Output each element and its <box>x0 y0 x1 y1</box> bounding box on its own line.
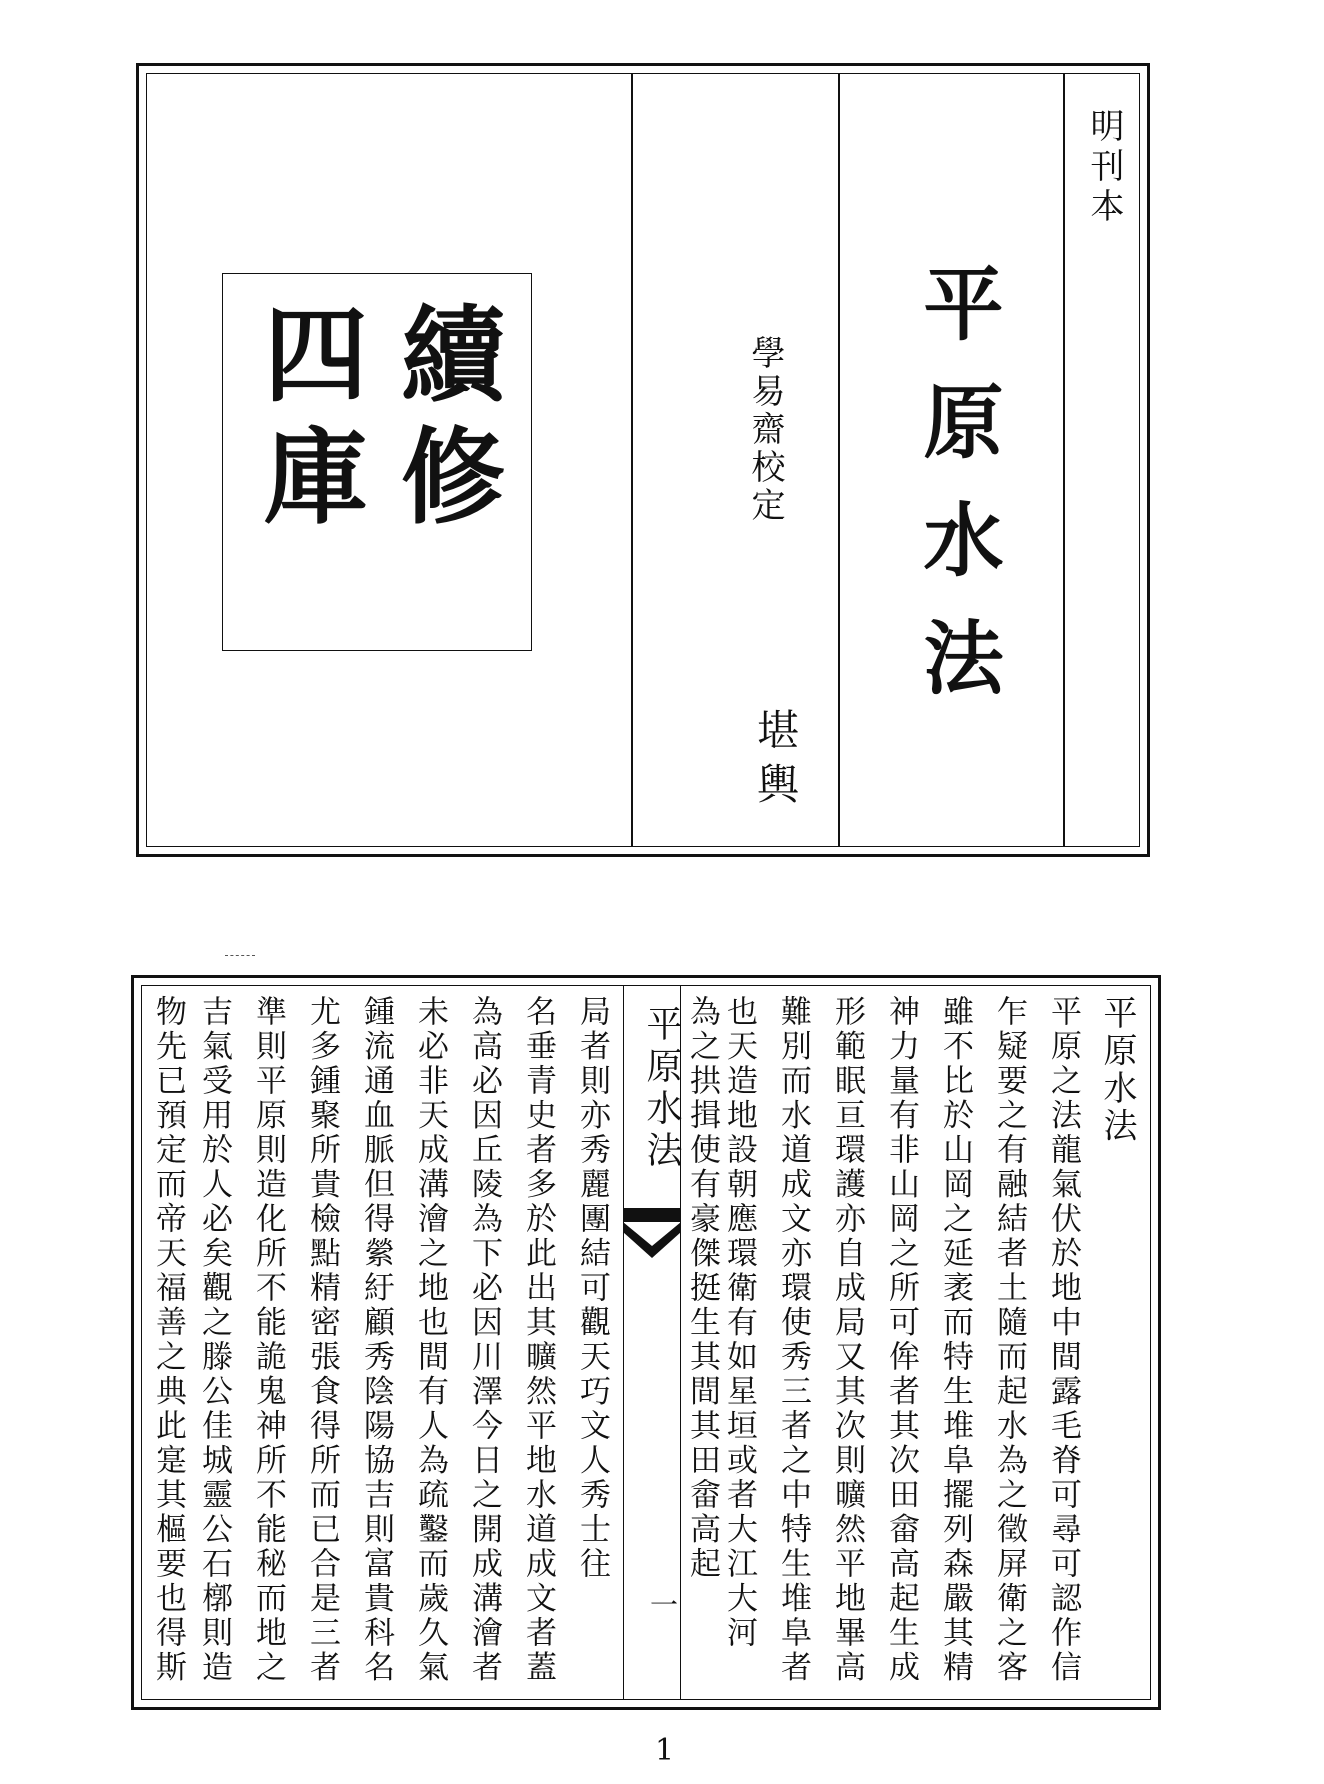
title-page-divider <box>631 73 633 847</box>
page-number: 1 <box>655 1733 675 1768</box>
text-column: 也天造地設朝應環衛有如星垣或者大江大河 <box>721 995 757 1651</box>
text-column: 名垂青史者多於此出其曠然平地水道成文者蓋 <box>520 995 556 1685</box>
text-column: 形範眠亘環護亦自成局又其次則曠然平地畢高 <box>829 995 865 1685</box>
center-column-title: 平原水法 <box>641 1005 682 1173</box>
text-column: 物先已預定而帝天福善之典此寔其樞要也得斯 <box>150 995 186 1685</box>
seal-column-2: 四庫 <box>246 300 369 544</box>
book-title: 平原水法 <box>910 262 1004 734</box>
text-column: 鍾流通血脈但得縈紆顧秀陰陽協吉則富貴科名 <box>358 995 394 1685</box>
text-column: 平原之法龍氣伏於地中間露毛脊可尋可認作信 <box>1045 995 1081 1685</box>
text-column: 局者則亦秀麗團結可觀天巧文人秀士往 <box>574 995 610 1582</box>
text-column: 神力量有非山岡之所可侔者其次田畲高起生成 <box>883 995 919 1685</box>
text-column: 吉氣受用於人必矣觀之滕公佳城靈公石槨則造 <box>196 995 232 1685</box>
title-page-divider <box>1063 73 1065 847</box>
category-label: 堪輿 <box>751 708 800 816</box>
center-column-page: 一 <box>646 1590 679 1618</box>
text-column: 乍疑要之有融結者土隨而起水為之徵屏衛之客 <box>991 995 1027 1685</box>
edition-label: 明刊本 <box>1084 108 1124 228</box>
text-column-heading: 平原水法 <box>1097 995 1137 1145</box>
text-column: 未必非天成溝澮之地也間有人為疏鑿而歲久氣 <box>412 995 448 1685</box>
text-column: 為高必因丘陵為下必因川澤今日之開成溝澮者 <box>466 995 502 1685</box>
page-separator-mark <box>225 955 255 956</box>
fish-tail-mark <box>623 1208 681 1268</box>
text-column: 難別而水道成文亦環使秀三者之中特生堆阜者 <box>775 995 811 1685</box>
seal-column-1: 續修 <box>383 300 506 544</box>
text-column: 為之拱揖使有豪傑挺生其間其田畲高起 <box>684 995 720 1582</box>
text-column: 雖不比於山岡之延袤而特生堆阜擺列森嚴其精 <box>937 995 973 1685</box>
text-column: 準則平原則造化所不能詭鬼神所不能秘而地之 <box>250 995 286 1685</box>
title-page-divider <box>838 73 840 847</box>
editor-credit: 學易齋校定 <box>745 335 785 525</box>
text-column: 尤多鍾聚所貴檢點精密張食得所而已合是三者 <box>304 995 340 1685</box>
